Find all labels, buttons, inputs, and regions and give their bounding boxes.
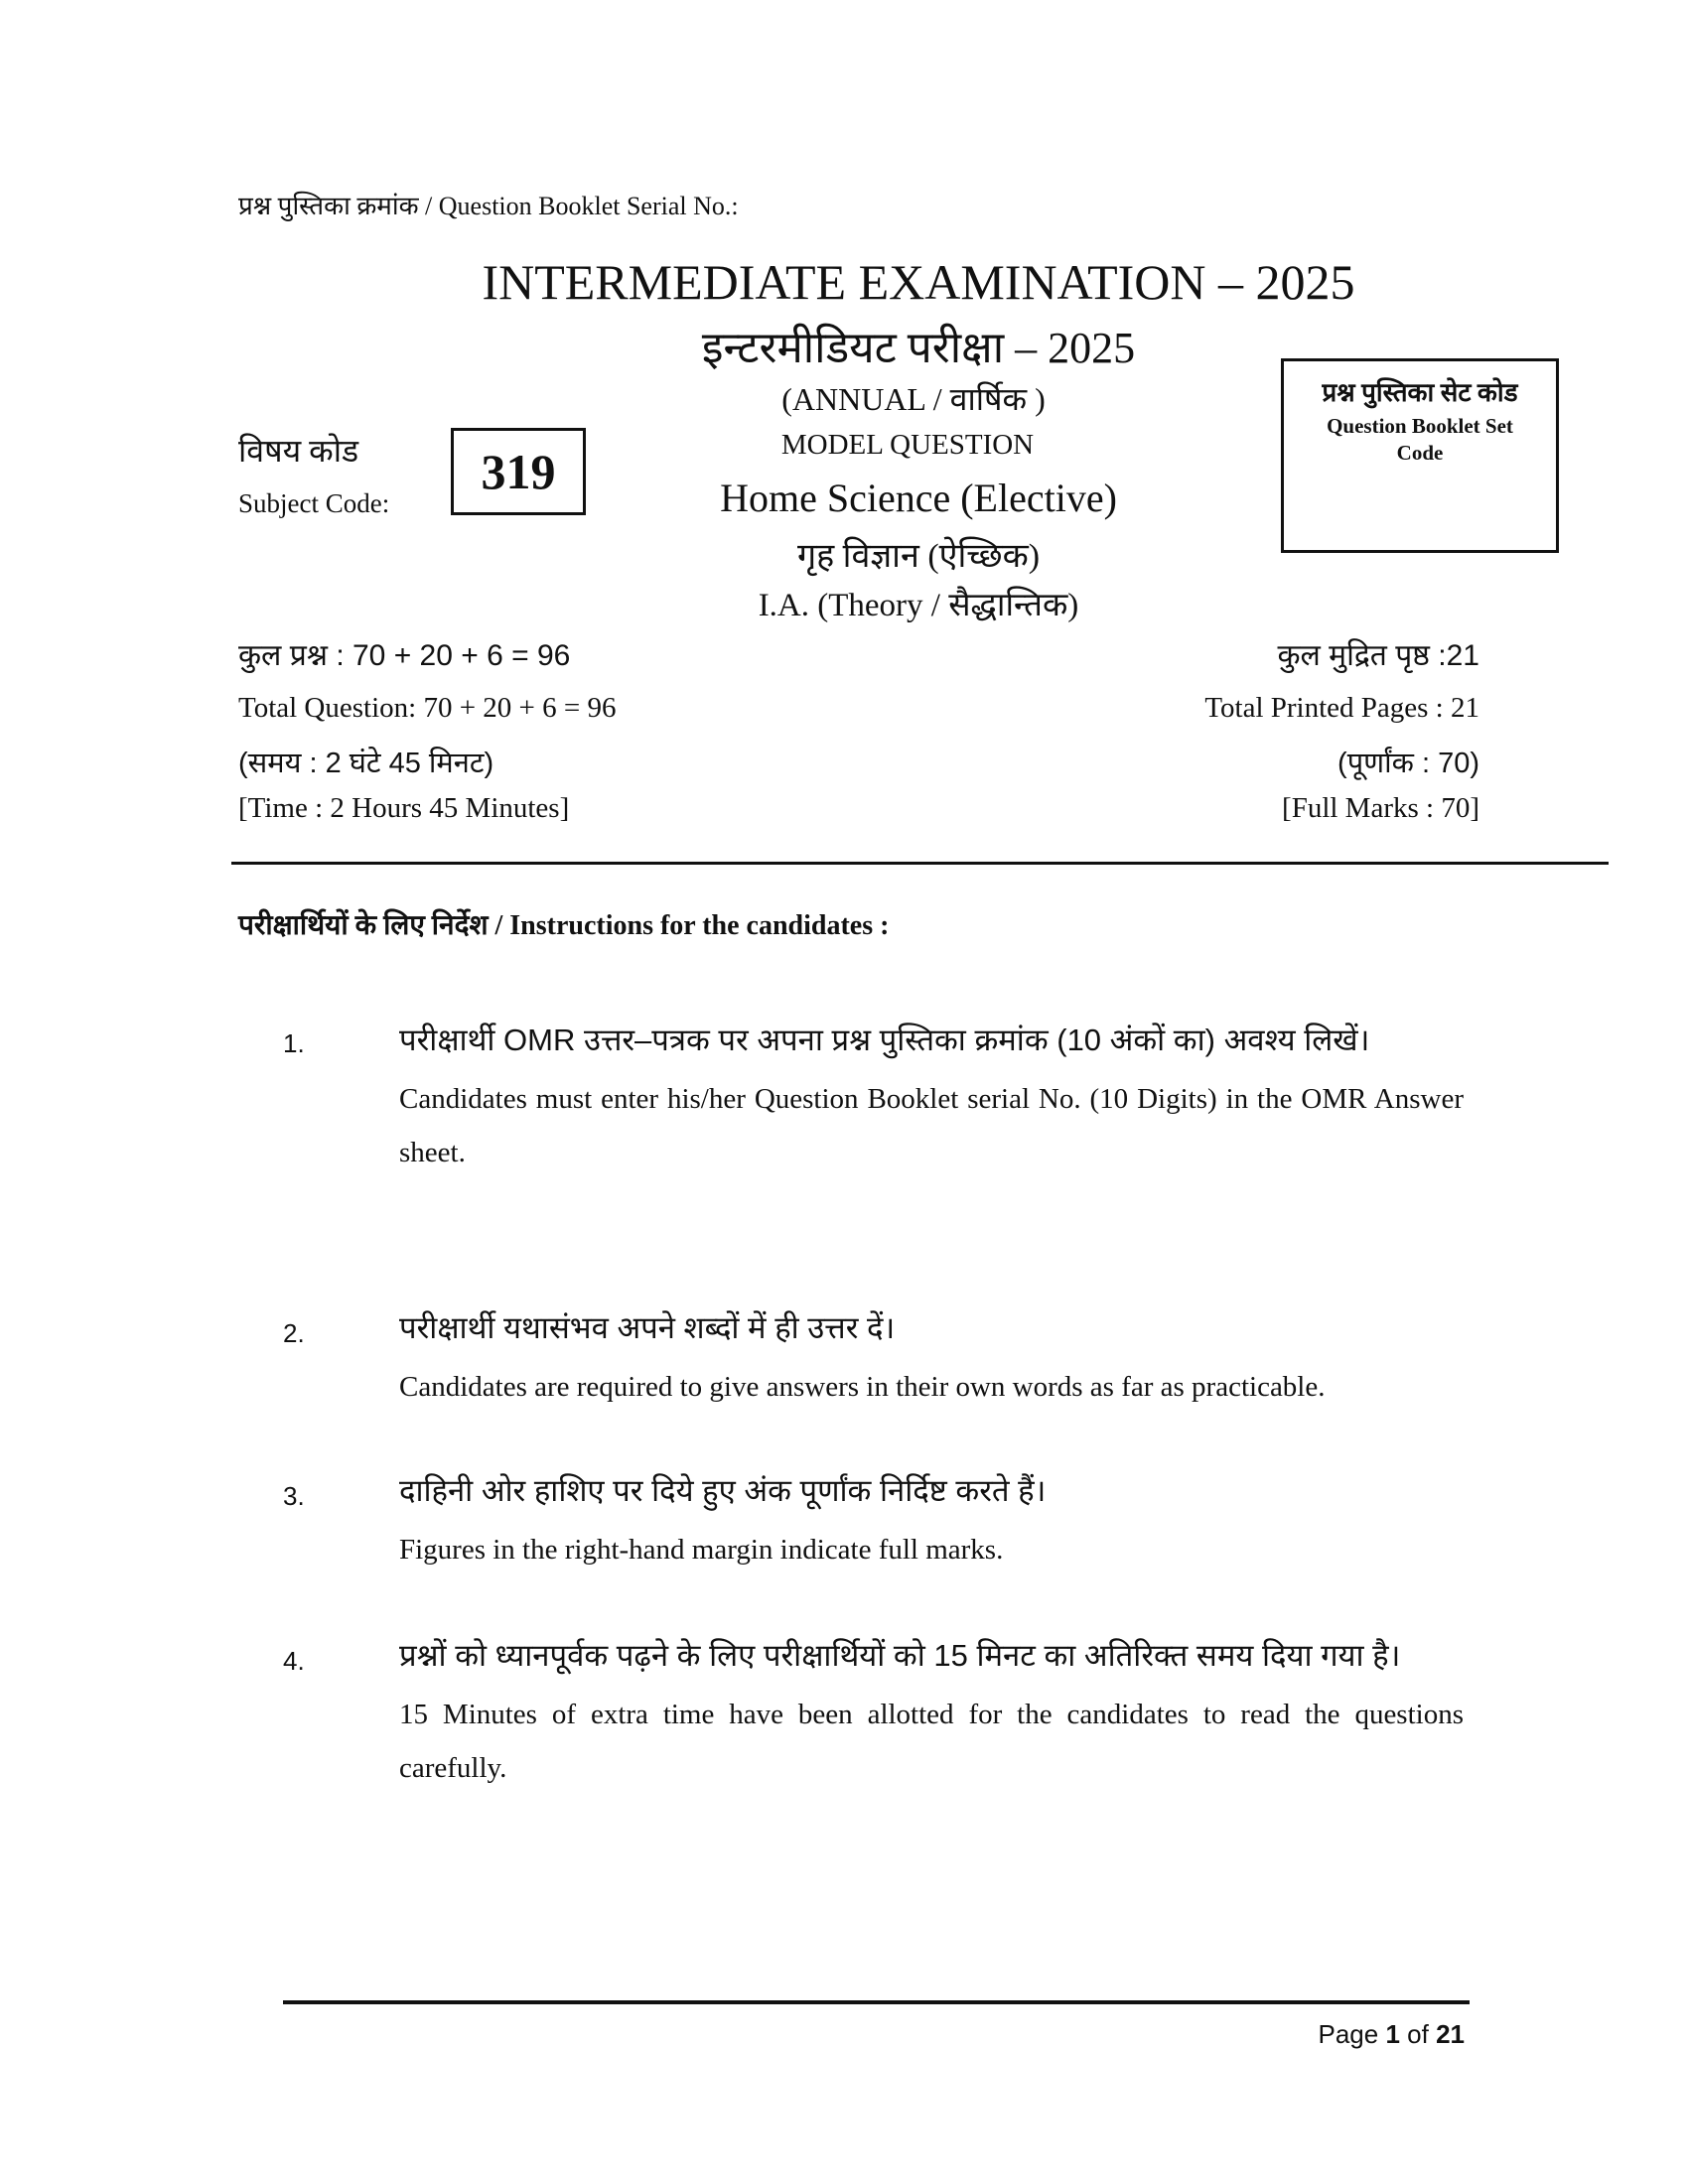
page-word: Page	[1318, 2019, 1379, 2049]
printed-pages-hindi: कुल मुद्रित पृष्ठ :21	[1277, 639, 1479, 672]
footer-divider	[283, 2000, 1470, 2004]
instruction-text-english: Candidates are required to give answers in their own words as far as practicable.	[399, 1371, 1326, 1403]
stream-label: I.A. (Theory / सैद्धान्तिक)	[758, 588, 1079, 623]
instruction-item	[399, 1297, 1464, 1414]
full-marks-hindi: (पूर्णांक : 70)	[1337, 748, 1479, 779]
instruction-number: 4.	[283, 1646, 305, 1676]
instruction-text-english: 15 Minutes of extra time have been allotted for the candidates to read the questions carefully.	[399, 1699, 1464, 1784]
instruction-item	[399, 1624, 1464, 1795]
instruction-item	[399, 1009, 1464, 1179]
subject-code-label-hindi: विषय कोड	[238, 433, 359, 469]
subject-code-label-english: Subject Code:	[238, 488, 390, 518]
instruction-number: 1.	[283, 1028, 305, 1058]
instruction-text-hindi: दाहिनी ओर हाशिए पर दिये हुए अंक पूर्णांक निर्दिष्ट करते हैं।	[399, 1473, 1047, 1508]
exam-title-hindi: इन्टरमीडियट परीक्षा – 2025	[701, 324, 1136, 372]
subject-code-box	[451, 428, 586, 515]
total-questions-hindi: कुल प्रश्न : 70 + 20 + 6 = 96	[238, 639, 571, 672]
time-hindi: (समय : 2 घंटे 45 मिनट)	[238, 748, 494, 779]
current-page: 1	[1385, 2019, 1400, 2049]
instruction-item	[399, 1459, 1464, 1576]
instruction-text-hindi: प्रश्नों को ध्यानपूर्वक पढ़ने के लिए परीक्षार्थियों को 15 मिनट का अतिरिक्त समय दिया गया है।	[399, 1638, 1401, 1673]
booklet-serial-label: प्रश्न पुस्तिका क्रमांक / Question Booklet Serial No.:	[238, 192, 739, 220]
exam-title-english: INTERMEDIATE EXAMINATION – 2025	[482, 254, 1355, 310]
instruction-text-english: Candidates must enter his/her Question Booklet serial No. (10 Digits) in the OMR Answer sheet.	[399, 1083, 1464, 1168]
instruction-number: 2.	[283, 1318, 305, 1348]
instruction-text-hindi: परीक्षार्थी यथासंभव अपने शब्दों में ही उत्तर दें।	[399, 1310, 896, 1345]
exam-session: (ANNUAL / वार्षिक )	[781, 381, 1046, 417]
subject-title-english: Home Science (Elective)	[720, 476, 1117, 520]
paper-type: MODEL QUESTION	[780, 429, 1035, 461]
instructions-heading: परीक्षार्थियों के लिए निर्देश / Instructions for the candidates :	[238, 910, 890, 941]
instruction-text-english: Figures in the right-hand margin indicate full marks.	[399, 1534, 1004, 1566]
instruction-text-hindi: परीक्षार्थी OMR उत्तर–पत्रक पर अपना प्रश्न पुस्तिका क्रमांक (10 अंकों का) अवश्य लिखें।	[399, 1023, 1370, 1057]
booklet-set-code-box	[1281, 358, 1559, 553]
time-english: [Time : 2 Hours 45 Minutes]	[238, 792, 570, 824]
page-number	[1318, 2019, 1465, 2050]
set-code-label-english: Question Booklet Set Code	[1327, 414, 1513, 465]
set-code-label-hindi: प्रश्न पुस्तिका सेट कोड	[1322, 378, 1518, 407]
subject-code-value: 319	[481, 444, 556, 499]
total-pages: 21	[1436, 2019, 1465, 2049]
total-questions-english: Total Question: 70 + 20 + 6 = 96	[238, 692, 617, 724]
header-divider	[231, 862, 1609, 865]
printed-pages-english: Total Printed Pages : 21	[1204, 692, 1479, 724]
of-word: of	[1407, 2019, 1429, 2049]
full-marks-english: [Full Marks : 70]	[1282, 792, 1479, 824]
subject-title-hindi: गृह विज्ञान (ऐच्छिक)	[796, 538, 1041, 575]
instruction-number: 3.	[283, 1481, 305, 1511]
